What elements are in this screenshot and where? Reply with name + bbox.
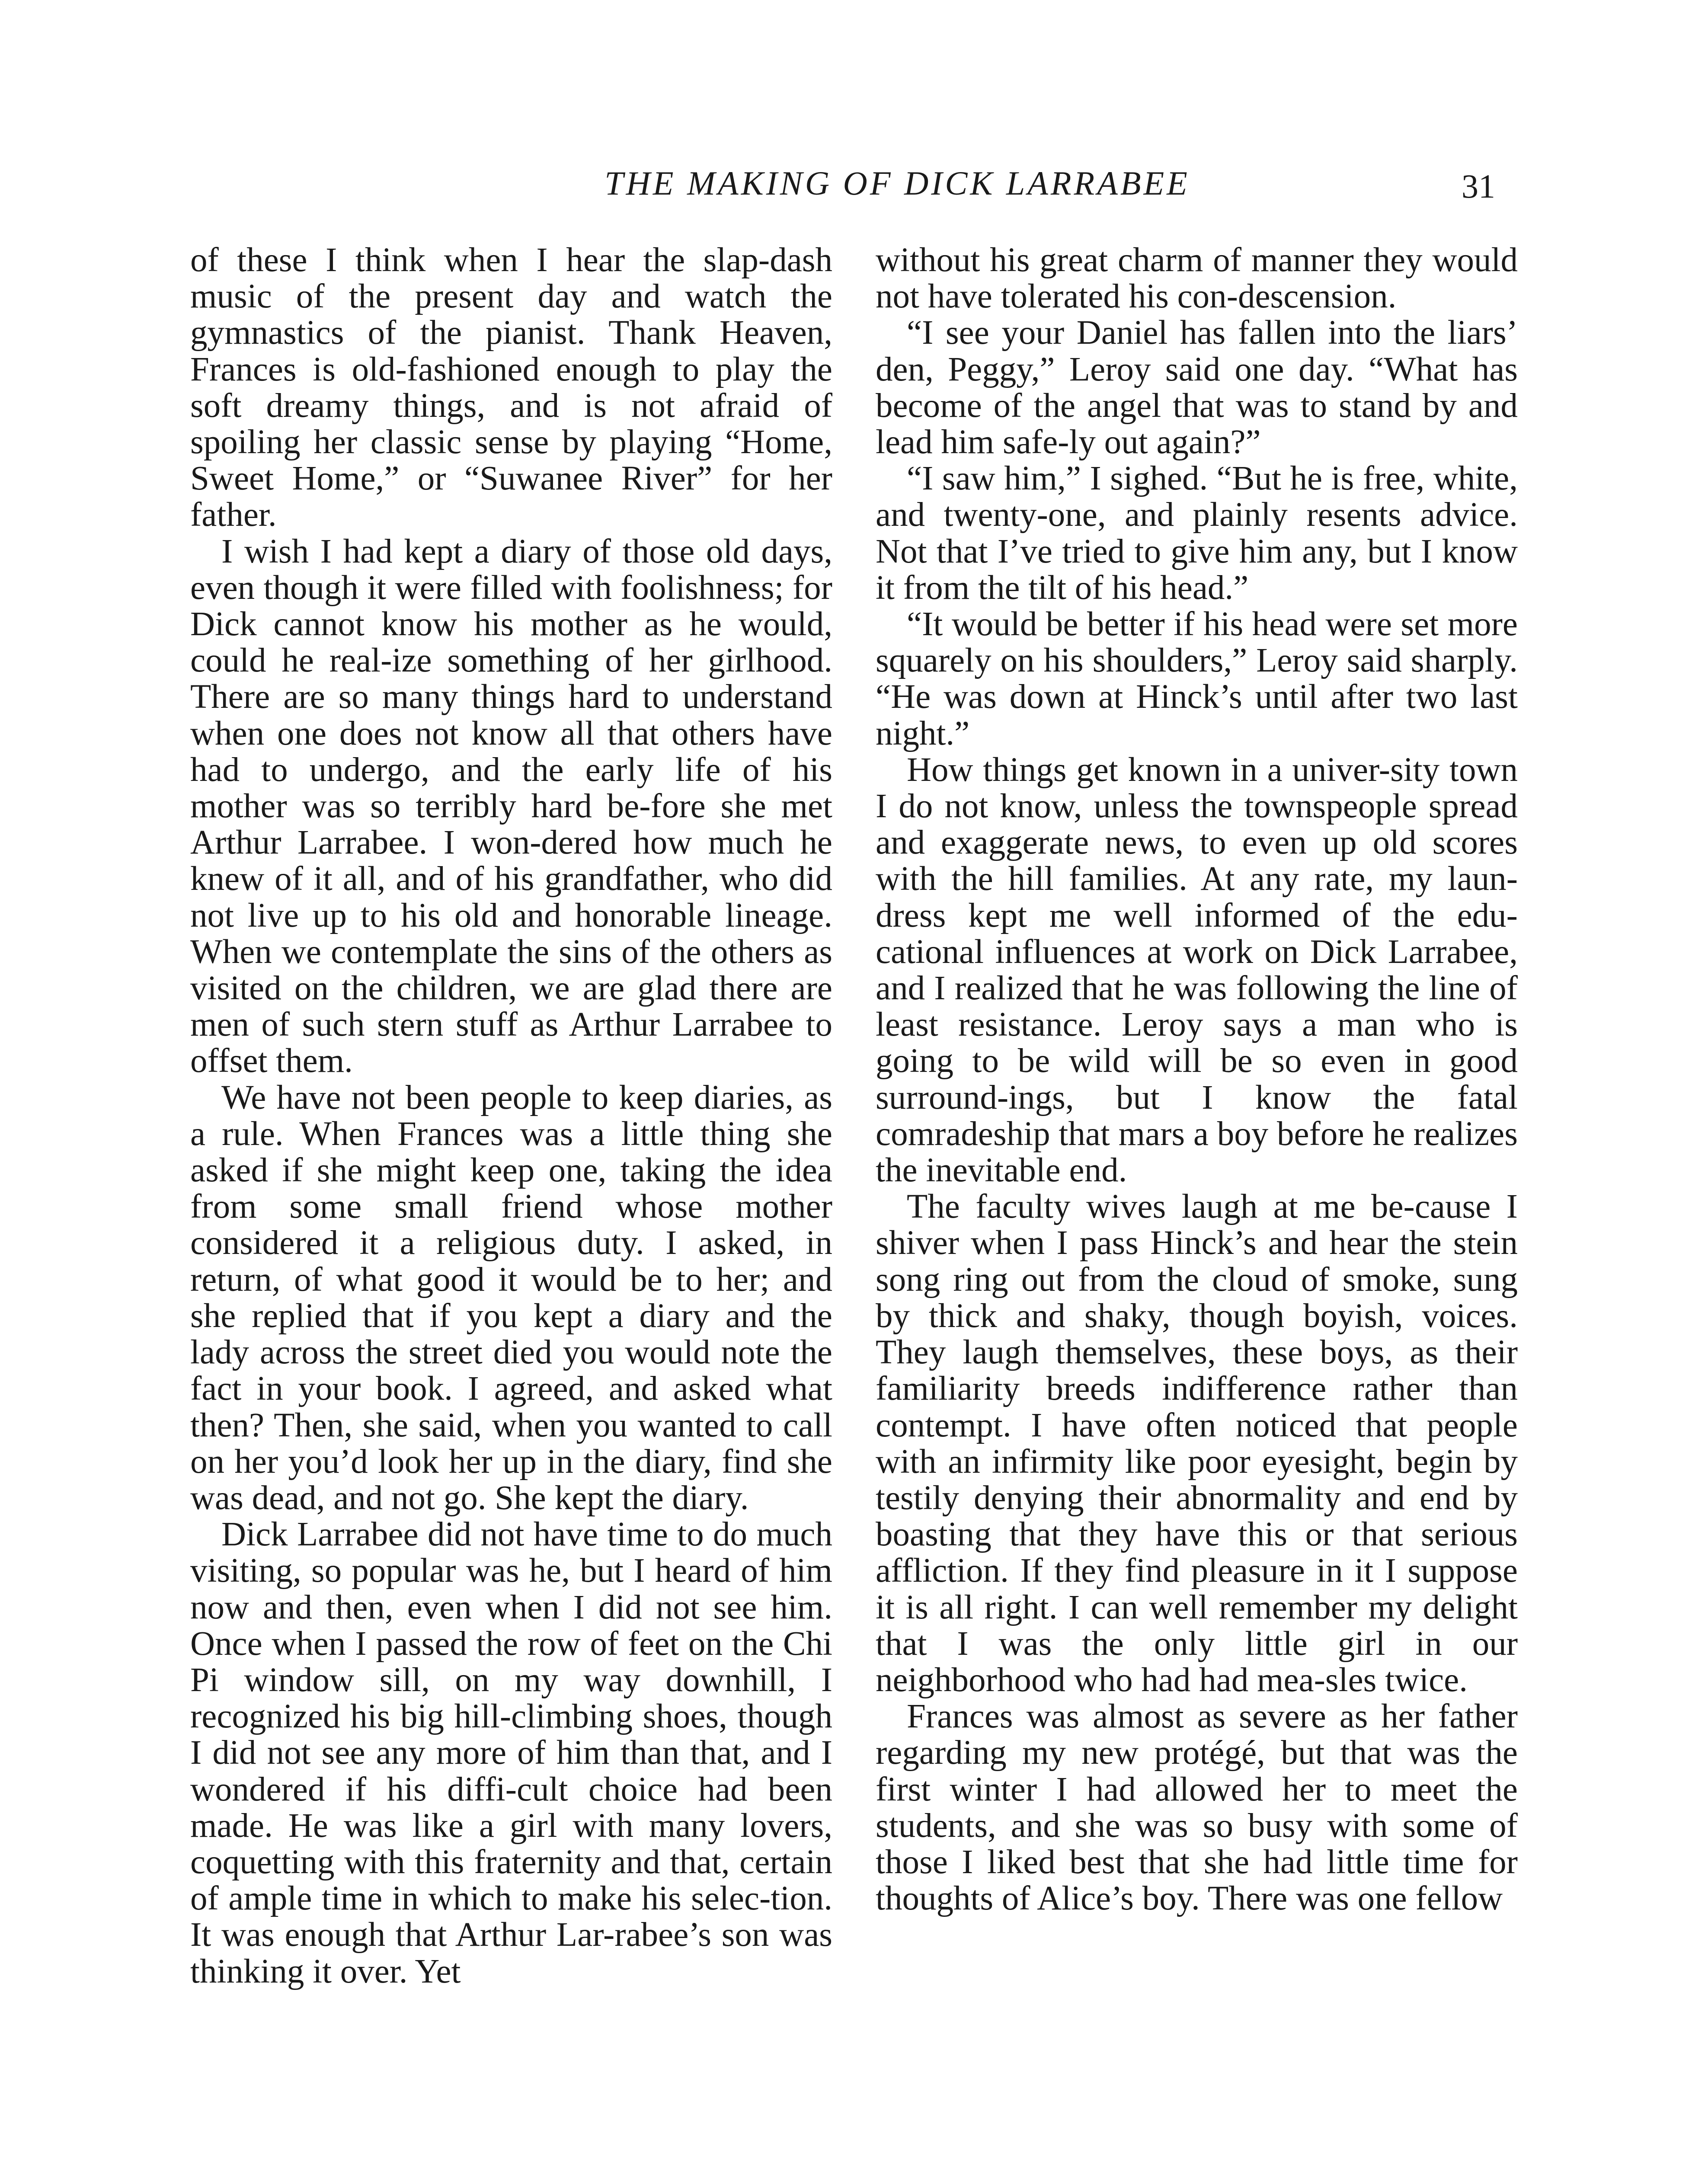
paragraph: of these I think when I hear the slap-dash music of the present day and watch the gymnastics of the pianist. Thank Heaven, Frances is old-fashioned enough to play the soft dreamy things, and is not afraid of spoiling her classic sense by playing “Home, Sweet Home,” or “Suwanee River” for her father. (190, 242, 832, 534)
right-column (876, 242, 1518, 2162)
paragraph: Frances was almost as severe as her father regarding my new protégé, but that was the first winter I had allowed her to meet the students, and she was so busy with some of those I liked best that she had little time for thoughts of Alice’s boy. There was one fellow (876, 1698, 1518, 1918)
paragraph: Dick Larrabee did not have time to do much visiting, so popular was he, but I heard of him now and then, even when I did not see him. Once when I passed the row of feet on the Chi Pi window sill, on my way downhill, I recognized his big hill-climbing shoes, though I did not see any more of him than that, and I wondered if his diffi-cult choice had been made. He was like a girl with many lovers, coquetting with this fraternity and that, certain of ample time in which to make his selec-tion. It was enough that Arthur Lar-rabee’s son was thinking it over. Yet (190, 1516, 832, 1990)
paragraph: The faculty wives laugh at me be-cause I shiver when I pass Hinck’s and hear the stein song ring out from the cloud of smoke, sung by thick and shaky, though boyish, voices. They laugh themselves, these boys, as their familiarity breeds indifference rather than contempt. I have often noticed that people with an infirmity like poor eyesight, begin by testily denying their abnormality and end by boasting that they have this or that serious affliction. If they find pleasure in it I suppose it is all right. I can well remember my delight that I was the only little girl in our neighborhood who had had mea-sles twice. (876, 1188, 1518, 1699)
running-head: THE MAKING OF DICK LARRABEE (605, 164, 1190, 202)
paragraph: How things get known in a univer-sity town I do not know, unless the townspeople spread and exaggerate news, to even up old scores with the hill families. At any rate, my laun-dress kept me well informed of the edu-cational influences at work on Dick Larrabee, and I realized that he was following the line of least resistance. Leroy says a man who is going to be wild will be so even in good surround-ings, but I know the fatal comradeship that mars a boy before he realizes the inevitable end. (876, 751, 1518, 1190)
paragraph: We have not been people to keep diaries, as a rule. When Frances was a little thing she asked if she might keep one, taking the idea from some small friend whose mother considered it a religious duty. I asked, in return, of what good it would be to her; and she replied that if you kept a diary and the lady across the street died you would note the fact in your book. I agreed, and asked what then? Then, she said, when you wanted to call on her you’d look her up in the diary, find she was dead, and not go. She kept the diary. (190, 1078, 832, 1517)
page-number: 31 (1462, 167, 1495, 205)
paragraph: without his great charm of manner they would not have tolerated his con-descension. (876, 242, 1518, 316)
paragraph: “I saw him,” I sighed. “But he is free, white, and twenty-one, and plainly resents advice. Not that I’ve tried to give him any, but I know it from the tilt of his head.” (876, 460, 1518, 607)
paragraph: “It would be better if his head were set more squarely on his shoulders,” Leroy said sharply. “He was down at Hinck’s until after two last night.” (876, 605, 1518, 752)
paragraph: “I see your Daniel has fallen into the liars’ den, Peggy,” Leroy said one day. “What has become of the angel that was to stand by and lead him safe-ly out again?” (876, 314, 1518, 461)
left-column (190, 242, 832, 2162)
paragraph: I wish I had kept a diary of those old days, even though it were filled with foolishness; for Dick cannot know his mother as he would, could he real-ize something of her girlhood. There are so many things hard to understand when one does not know all that others have had to undergo, and the early life of his mother was so terribly hard be-fore she met Arthur Larrabee. I won-dered how much he knew of it all, and of his grandfather, who did not live up to his old and honorable lineage. When we contemplate the sins of the others as visited on the children, we are glad there are men of such stern stuff as Arthur Larrabee to offset them. (190, 532, 832, 1080)
